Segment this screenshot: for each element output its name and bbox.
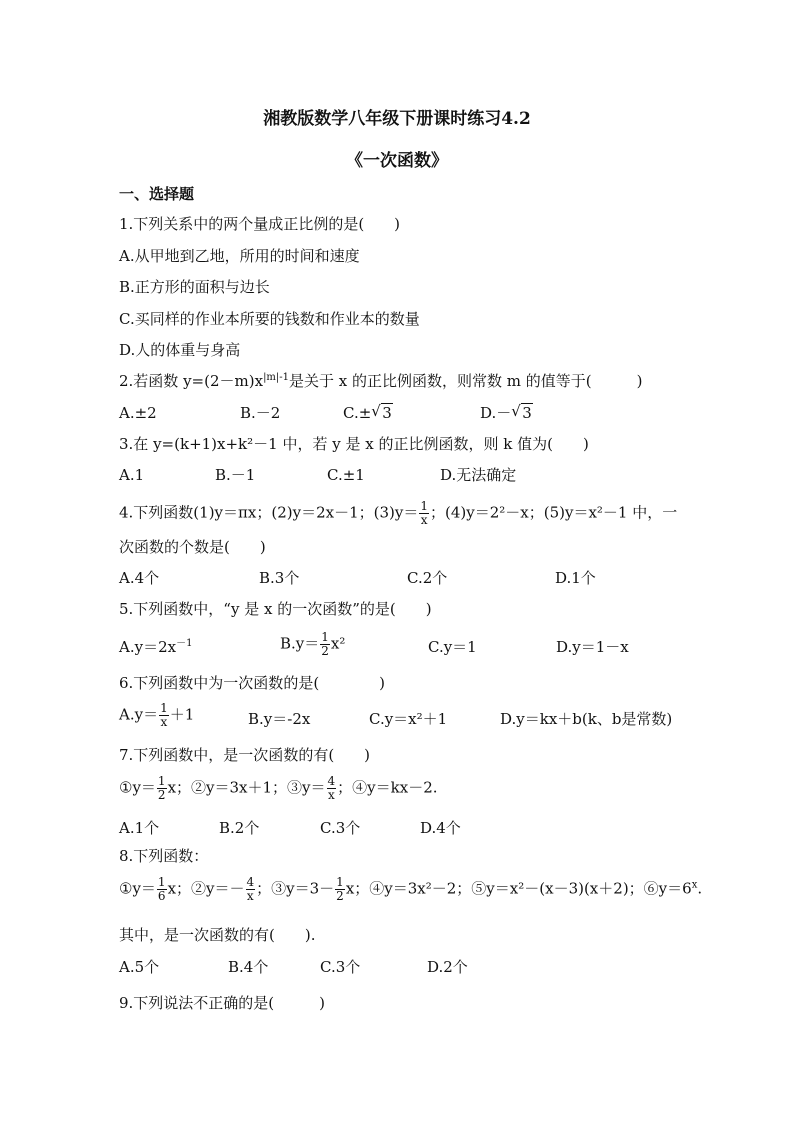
question-1-option-c: C.买同样的作业本所要的钱数和作业本的数量 bbox=[119, 310, 420, 328]
question-8-option-c: C.3个 bbox=[320, 958, 361, 976]
question-2-option-c: C.± √ 3 bbox=[343, 402, 392, 422]
question-4-option-a: A.4个 bbox=[119, 569, 160, 587]
section-heading: 一、选择题 bbox=[119, 185, 195, 203]
question-3-option-d: D.无法确定 bbox=[440, 466, 517, 484]
page-subtitle: 《一次函数》 bbox=[346, 151, 448, 171]
question-5-option-a: $A.y=2x^{-1}$ bbox=[119, 638, 193, 656]
question-4-option-c: C.2个 bbox=[407, 569, 448, 587]
question-2-stem: 2.若函数 $y=(2-m)x^{|m|-1}$是关于 x 的正比例函数，则常数 m 的值等于( ) bbox=[119, 372, 643, 390]
question-7-option-c: C.3个 bbox=[320, 819, 361, 837]
question-3-stem: 3.在 y=(k+1)x+k²－1 中，若 y 是 x 的正比例函数，则 k 值为( ) bbox=[119, 435, 589, 453]
sqrt-symbol: √ 3 bbox=[371, 402, 392, 422]
question-4-option-b: B.3个 bbox=[259, 569, 300, 587]
question-4-option-d: D.1个 bbox=[555, 569, 596, 587]
question-1-option-b: B.正方形的面积与边长 bbox=[119, 278, 270, 296]
question-3-option-c: C.±1 bbox=[327, 466, 365, 484]
fraction: $\frac{1}{x}$ bbox=[420, 499, 428, 527]
question-5-option-b: B.y＝ $\frac{1}{2}$ x² bbox=[280, 630, 346, 658]
question-1-option-a: A.从甲地到乙地，所用的时间和速度 bbox=[119, 247, 360, 265]
question-8-stem: 8.下列函数： bbox=[119, 847, 209, 865]
question-5-stem: 5.下列函数中，“y 是 x 的一次函数”的是( ) bbox=[119, 600, 432, 618]
question-6-option-c: C.y＝x²＋1 bbox=[369, 710, 448, 728]
fraction: $\frac{1}{2}$ bbox=[157, 774, 166, 802]
fraction: $\frac{4}{x}$ bbox=[246, 875, 255, 903]
question-2-option-a: A.±2 bbox=[119, 404, 157, 422]
question-8-option-b: B.4个 bbox=[228, 958, 269, 976]
question-3-option-a: A.1 bbox=[119, 466, 145, 484]
fraction: $\frac{1}{2}$ bbox=[336, 875, 344, 903]
fraction: $\frac{1}{6}$ bbox=[157, 875, 166, 903]
sqrt-symbol: √ 3 bbox=[511, 402, 532, 422]
question-9-stem: 9.下列说法不正确的是( ) bbox=[119, 994, 326, 1012]
question-8-tail: 其中，是一次函数的有( ). bbox=[119, 926, 316, 944]
question-6-option-b: B.y＝-2x bbox=[248, 710, 311, 728]
question-4-stem: 4.下列函数(1)y＝πx；(2)y＝2x－1；(3)y＝ $\frac{1}{x}$ ；(4)y＝2²－x；(5)y＝x²－1 中，一 bbox=[119, 499, 678, 527]
question-7-option-d: D.4个 bbox=[420, 819, 461, 837]
question-7-stem: 7.下列函数中，是一次函数的有( ) bbox=[119, 746, 371, 764]
question-7-option-a: A.1个 bbox=[119, 819, 160, 837]
question-2-option-b: B.－2 bbox=[240, 404, 281, 422]
question-6-option-d: D.y＝kx＋b(k、b是常数) bbox=[500, 710, 673, 728]
fraction: $\frac{1}{x}$ bbox=[160, 701, 168, 729]
question-1-option-d: D.人的体重与身高 bbox=[119, 341, 241, 359]
question-6-option-a: A.y＝ $\frac{1}{x}$ ＋1 bbox=[119, 701, 195, 729]
question-5-option-d: D.y＝1－x bbox=[556, 638, 629, 656]
question-1-stem: 1.下列关系中的两个量成正比例的是( ) bbox=[119, 215, 401, 233]
question-8-function-list: ①y＝ $\frac{1}{6}$ x；②y＝－ $\frac{4}{x}$ ；③y＝3－ $\frac{1}{2}$ x；④y＝3x²－2；⑤y＝x²－(x－3)(x＋2)；$⑥y=6^x$. bbox=[119, 875, 703, 903]
exponent: |m|-1 bbox=[263, 372, 290, 383]
question-6-stem: 6.下列函数中为一次函数的是( ) bbox=[119, 674, 386, 692]
fraction: $\frac{1}{2}$ bbox=[321, 630, 329, 658]
question-3-option-b: B.－1 bbox=[215, 466, 256, 484]
question-4-stem-line2: 次函数的个数是( ) bbox=[119, 538, 266, 556]
question-8-option-d: D.2个 bbox=[427, 958, 468, 976]
fraction: $\frac{4}{x}$ bbox=[327, 774, 336, 802]
question-7-option-b: B.2个 bbox=[219, 819, 260, 837]
question-7-function-list: ①y＝ $\frac{1}{2}$ x；②y＝3x＋1；③y＝ $\frac{4}{x}$ ；④y＝kx－2. bbox=[119, 774, 438, 802]
question-2-option-d: D.－ √ 3 bbox=[480, 402, 532, 422]
page-title: 湘教版数学八年级下册课时练习4.2 bbox=[263, 109, 531, 129]
question-5-option-c: C.y＝1 bbox=[428, 638, 477, 656]
question-8-option-a: A.5个 bbox=[119, 958, 160, 976]
